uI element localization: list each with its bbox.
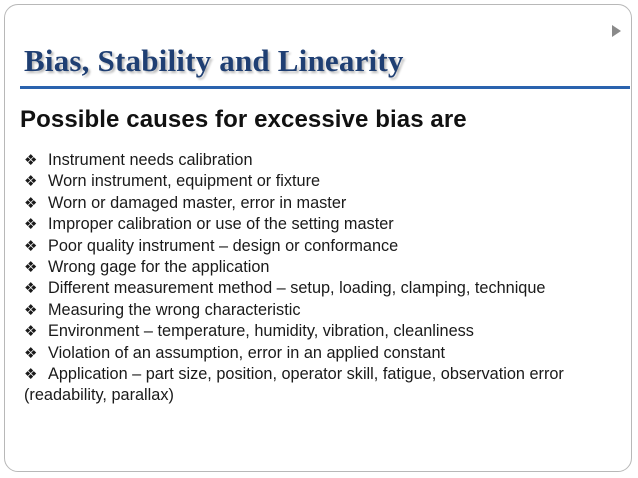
diamond-bullet-icon: ❖	[24, 151, 38, 169]
cause-text: Improper calibration or use of the setting master	[48, 215, 394, 234]
diamond-bullet-icon: ❖	[24, 236, 38, 255]
list-item	[24, 171, 624, 192]
list-item	[24, 278, 624, 299]
diamond-bullet-icon: ❖	[24, 193, 38, 212]
diamond-bullet-icon: ❖	[24, 322, 38, 341]
list-item	[24, 364, 624, 407]
cause-text: Different measurement method – setup, loading, clamping, technique	[48, 279, 546, 298]
list-item	[24, 300, 624, 321]
slide-title: Bias, Stability and Linearity	[24, 43, 404, 78]
list-item	[24, 257, 624, 278]
list-item	[24, 193, 624, 214]
cause-text: Poor quality instrument – design or conformance	[48, 236, 399, 255]
cause-text: Violation of an assumption, error in an applied constant	[48, 343, 446, 362]
cause-text: Measuring the wrong characteristic	[48, 300, 301, 319]
cause-text: Application – part size, position, operator skill, fatigue, observation error (readability, parallax)	[24, 365, 564, 405]
list-item	[24, 321, 624, 342]
diamond-bullet-icon: ❖	[24, 172, 38, 191]
list-item	[24, 236, 624, 257]
slide-subheading: Possible causes for excessive bias are	[20, 106, 467, 133]
title-divider	[20, 86, 630, 89]
diamond-bullet-icon: ❖	[24, 343, 38, 362]
cause-text: Worn or damaged master, error in master	[48, 193, 347, 212]
list-item	[24, 343, 624, 364]
next-arrow-icon[interactable]	[612, 25, 621, 37]
diamond-bullet-icon: ❖	[24, 365, 38, 384]
cause-text: Wrong gage for the application	[48, 258, 270, 277]
cause-text: Instrument needs calibration	[48, 151, 253, 169]
diamond-bullet-icon: ❖	[24, 300, 38, 319]
list-item	[24, 150, 624, 171]
list-item	[24, 214, 624, 235]
diamond-bullet-icon: ❖	[24, 279, 38, 298]
causes-list	[24, 150, 624, 407]
cause-text: Worn instrument, equipment or fixture	[48, 172, 321, 191]
diamond-bullet-icon: ❖	[24, 258, 38, 277]
diamond-bullet-icon: ❖	[24, 215, 38, 234]
cause-text: Environment – temperature, humidity, vibration, cleanliness	[48, 322, 474, 341]
